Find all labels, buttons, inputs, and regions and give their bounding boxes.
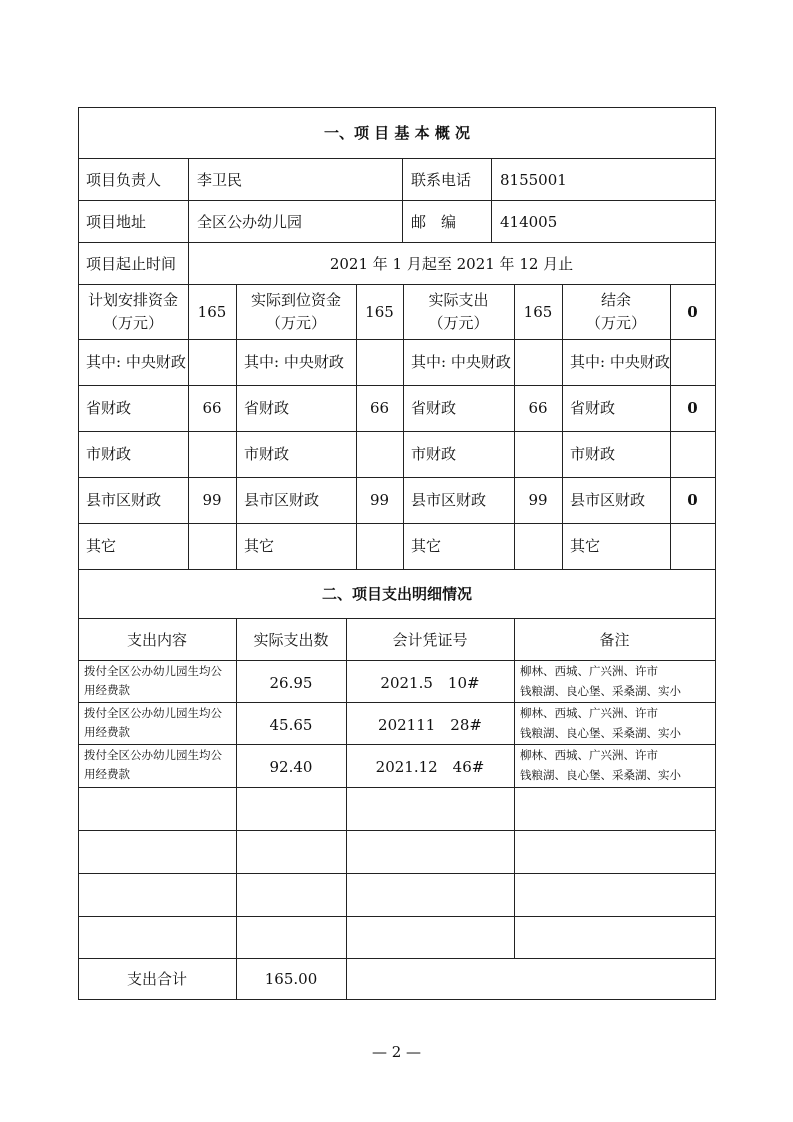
detail-note: 钱粮湖、良心堡、采桑湖、实小 [520,684,681,698]
detail-content: 拨付全区公办幼儿园生均公 [84,748,222,762]
planned-funds-unit: （万元） [102,314,163,332]
postcode-label: 邮 编 [411,213,457,231]
rule [78,873,716,874]
planned-funds-value: 165 [197,303,227,321]
city-label: 市财政 [570,445,616,463]
responsible-value: 李卫民 [197,171,243,189]
rule [78,660,716,661]
county-value: 99 [202,491,222,509]
province-value: 66 [369,399,390,417]
col-header-amount: 实际支出数 [253,631,329,649]
rule [188,284,189,570]
received-funds-label: 实际到位资金 [250,291,341,309]
county-value: 99 [528,491,548,509]
rule [78,618,716,619]
section-title-basic: 一、项 目 基 本 概 况 [323,124,471,142]
total-label: 支出合计 [126,970,187,988]
other-label: 其它 [411,537,442,555]
phone-value: 8155001 [500,171,567,189]
rule [78,958,716,959]
table-border-left [78,107,79,1000]
rule [78,431,716,432]
detail-voucher: 2021.5 10# [380,674,480,692]
detail-note: 钱粮湖、良心堡、采桑湖、实小 [520,726,681,740]
other-label: 其它 [244,537,275,555]
central-label: 其中: 中央财政 [244,353,344,371]
balance-unit: （万元） [585,314,646,332]
rule [78,916,716,917]
actual-spend-unit: （万元） [428,314,489,332]
central-label: 其中: 中央财政 [86,353,186,371]
rule [514,618,515,959]
detail-note: 钱粮湖、良心堡、采桑湖、实小 [520,768,681,782]
rule [514,284,515,570]
county-label: 县市区财政 [86,491,162,509]
rule [78,830,716,831]
detail-note: 柳林、西城、广兴洲、许市 [520,664,658,678]
county-value: 0 [687,491,698,509]
table-border-top [78,107,716,108]
rule [402,158,403,243]
city-label: 市财政 [86,445,132,463]
page-number: — 2 — [371,1043,422,1061]
rule [356,284,357,570]
period-label: 项目起止时间 [86,255,177,273]
actual-spend-value: 165 [523,303,553,321]
rule [78,523,716,524]
rule [78,385,716,386]
balance-value: 0 [687,303,698,321]
address-value: 全区公办幼儿园 [197,213,303,231]
detail-content: 拨付全区公办幼儿园生均公 [84,706,222,720]
province-label: 省财政 [411,399,457,417]
detail-note: 柳林、西城、广兴洲、许市 [520,706,658,720]
detail-amount: 92.40 [269,758,313,776]
county-value: 99 [369,491,390,509]
col-header-voucher: 会计凭证号 [392,631,468,649]
rule [78,569,716,570]
other-label: 其它 [86,537,117,555]
rule [78,477,716,478]
detail-voucher: 2021.12 46# [375,758,485,776]
rule [78,242,716,243]
address-label: 项目地址 [86,213,147,231]
detail-amount: 45.65 [269,716,313,734]
province-label: 省财政 [570,399,616,417]
col-header-content: 支出内容 [126,631,187,649]
rule [78,787,716,788]
rule [78,158,716,159]
detail-voucher: 202111 28# [378,716,482,734]
rule [78,744,716,745]
planned-funds-label: 计划安排资金 [87,291,178,309]
rule [491,158,492,243]
actual-spend-label: 实际支出 [428,291,489,309]
province-value: 66 [202,399,222,417]
county-label: 县市区财政 [244,491,320,509]
rule [78,339,716,340]
responsible-label: 项目负责人 [86,171,162,189]
province-label: 省财政 [86,399,132,417]
detail-note: 柳林、西城、广兴洲、许市 [520,748,658,762]
phone-label: 联系电话 [411,171,472,189]
col-header-note: 备注 [599,631,630,649]
detail-content: 用经费款 [84,683,130,697]
city-label: 市财政 [411,445,457,463]
detail-amount: 26.95 [269,674,313,692]
table-border-right [715,107,716,1000]
detail-content: 用经费款 [84,767,130,781]
city-label: 市财政 [244,445,290,463]
county-label: 县市区财政 [570,491,646,509]
period-value: 2021 年 1 月起至 2021 年 12 月止 [329,255,574,273]
postcode-value: 414005 [500,213,558,231]
rule [78,200,716,201]
rule [78,702,716,703]
detail-content: 拨付全区公办幼儿园生均公 [84,664,222,678]
province-label: 省财政 [244,399,290,417]
province-value: 66 [528,399,548,417]
central-label: 其中: 中央财政 [570,353,670,371]
other-label: 其它 [570,537,601,555]
detail-content: 用经费款 [84,725,130,739]
central-label: 其中: 中央财政 [411,353,511,371]
received-funds-unit: （万元） [265,314,326,332]
province-value: 0 [687,399,698,417]
county-label: 县市区财政 [411,491,487,509]
received-funds-value: 165 [365,303,394,321]
rule [670,284,671,570]
total-value: 165.00 [264,970,318,988]
balance-label: 结余 [600,291,631,309]
rule [78,284,716,285]
table-border-bottom [78,999,716,1000]
section-title-details: 二、项目支出明细情况 [321,585,472,603]
